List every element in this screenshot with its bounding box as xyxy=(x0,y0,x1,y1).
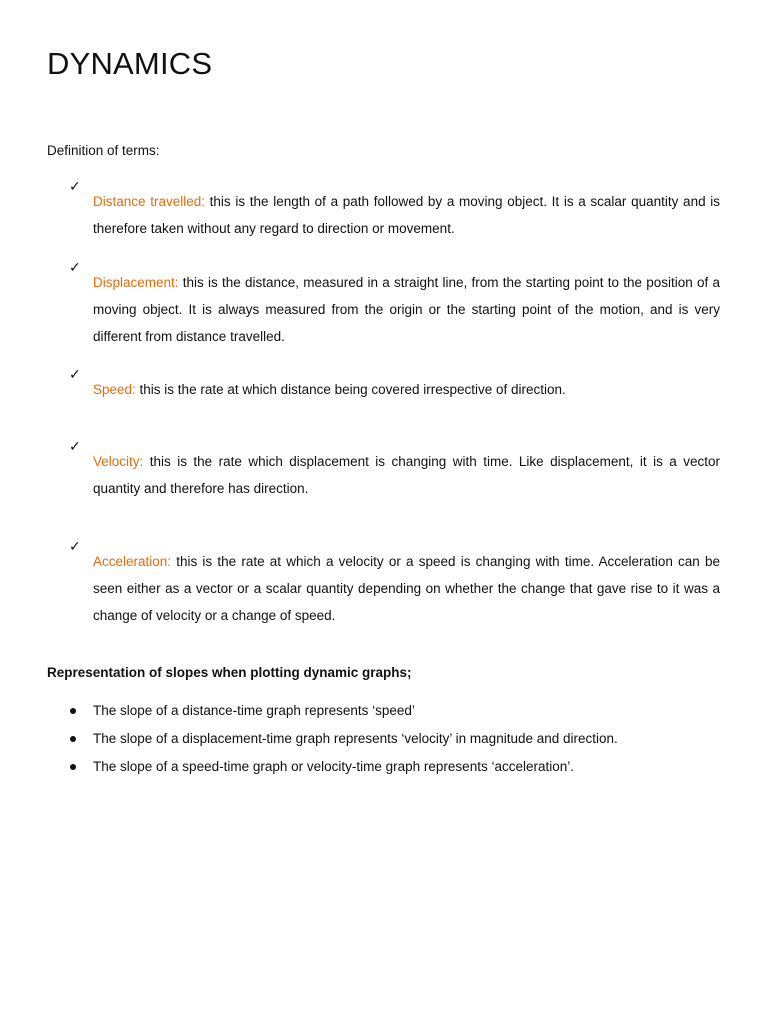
term-label: Acceleration: xyxy=(93,553,172,569)
term-speed xyxy=(47,362,720,416)
checkmark-icon: ✓ xyxy=(69,179,81,195)
list-item-text: The slope of a distance-time graph represents ‘speed’ xyxy=(93,703,415,718)
slopes-heading: Representation of slopes when plotting dynamic graphs; xyxy=(47,665,412,680)
checkmark-icon: ✓ xyxy=(69,439,81,455)
term-body xyxy=(93,448,720,502)
term-label: Velocity: xyxy=(93,453,144,469)
term-body xyxy=(93,548,720,629)
term-text: this is the rate at which distance being covered irrespective of direction. xyxy=(135,381,566,397)
bullet-icon xyxy=(70,708,76,714)
checkmark-icon: ✓ xyxy=(69,367,81,383)
term-label: Displacement: xyxy=(93,274,179,290)
term-body xyxy=(93,269,720,350)
term-text: this is the length of a path followed by a moving object. It is a scalar quantity and is therefore taken without any regard to direction or movement. xyxy=(93,193,720,236)
definitions-intro: Definition of terms: xyxy=(47,143,160,158)
term-text: this is the rate which displacement is changing with time. Like displacement, it is a vector quantity and therefore has direction. xyxy=(93,453,720,496)
list-item-text: The slope of a speed-time graph or velocity-time graph represents ‘acceleration’. xyxy=(93,759,574,774)
checkmark-icon: ✓ xyxy=(69,539,81,555)
term-text: this is the rate at which a velocity or a speed is changing with time. Acceleration can be seen either as a vector or a scalar quantity depending on whether the change that gave rise to it was a change of velocity or a change of speed. xyxy=(93,553,720,623)
term-label: Distance travelled: xyxy=(93,193,205,209)
term-distance-travelled xyxy=(47,174,720,255)
slopes-list xyxy=(47,697,720,781)
term-velocity xyxy=(47,434,720,515)
bullet-icon xyxy=(70,736,76,742)
bullet-icon xyxy=(70,764,76,770)
term-label: Speed: xyxy=(93,381,136,397)
term-displacement xyxy=(47,255,720,363)
checkmark-icon: ✓ xyxy=(69,260,81,276)
term-text: this is the distance, measured in a straight line, from the starting point to the position of a moving object. It is always measured from the origin or the starting point of the motion, and is very different from distance travelled. xyxy=(93,274,720,344)
term-body xyxy=(93,188,720,242)
list-item-text: The slope of a displacement-time graph represents ‘velocity’ in magnitude and direction. xyxy=(93,731,618,746)
list-item xyxy=(47,753,720,781)
page-title: DYNAMICS xyxy=(47,46,213,81)
term-acceleration xyxy=(47,534,720,642)
list-item xyxy=(47,697,720,725)
term-body xyxy=(93,376,720,403)
list-item xyxy=(47,725,720,753)
